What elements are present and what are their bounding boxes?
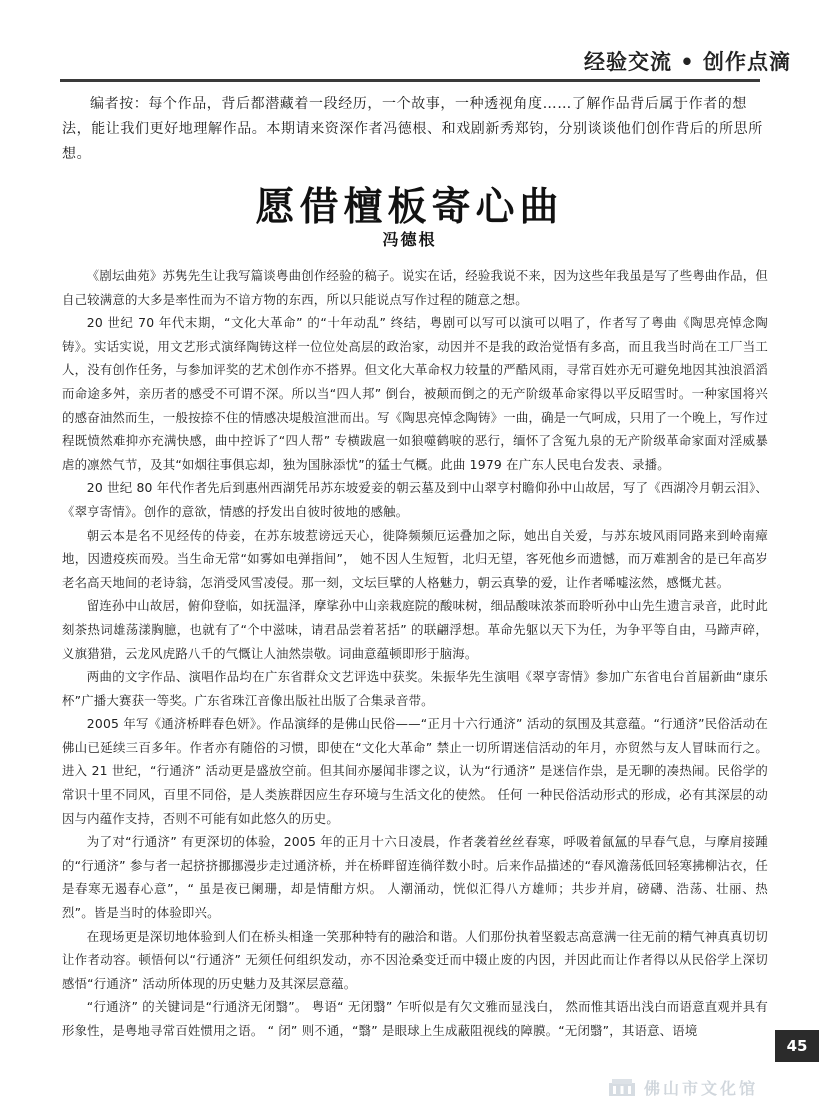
section-title: 经验交流 • 创作点滴 — [583, 50, 791, 74]
building-icon — [608, 1077, 636, 1097]
paragraph: 两曲的文字作品、演唱作品均在广东省群众文艺评选中获奖。朱振华先生演唱《翠亨寄情》参加广东省电台首届新曲“康乐杯”广播大赛获一等奖。广东省珠江音像出版社出版了合集录音带。 — [62, 669, 768, 708]
header-divider — [60, 79, 760, 82]
page-number: 45 — [775, 1030, 819, 1062]
article-author: 冯德根 — [382, 230, 437, 249]
paragraph: 在现场更是深切地体验到人们在桥头相逢一笑那种特有的融洽和谐。人们那份执着坚毅志高意满一往无前的精气神真真切切让作者动容。顿悟何以“行通济” 无须任何组织发动，亦不因沧桑变迁而中辍止废的内因，并因此而让作者得以从民俗学上深切感悟“行通济” 活动所体现的历史魅力及其深层意蕴。 — [62, 928, 768, 991]
article-body — [62, 264, 768, 1043]
paragraph: “行通济” 的关键词是“行通济无闭翳”。 粤语“ 无闭翳” 乍听似是有欠文雅而显浅白， 然而惟其语出浅白而语意直观并具有形象性，是粤地寻常百姓惯用之语。 “ 闭” 则不通，“翳” 是眼球上生成蔽阻视线的障膜。“无闭翳”，其语意、语境 — [62, 999, 768, 1038]
editor-note: 编者按：每个作品，背后都潜藏着一段经历，一个故事，一种透视角度……了解作品背后属于作者的想法，能让我们更好地理解作品。本期请来资深作者冯德根、和戏剧新秀郑钧，分别谈谈他们创作背后的所思所想。 — [62, 96, 763, 162]
page-header — [0, 0, 819, 84]
watermark-text: 佛山市文化馆 — [644, 1078, 759, 1098]
paragraph: 20 世纪 80 年代作者先后到惠州西湖凭吊苏东坡爱妾的朝云墓及到中山翠亨村瞻仰孙中山故居，写了《西湖冷月朝云泪》、《翠亨寄情》。创作的意欲，情感的抒发出自彼时彼地的感触。 — [62, 480, 768, 519]
paragraph: 朝云本是名不见经传的侍妾，在苏东坡惹谤远天心，徙降频频厄运叠加之际，她出自关爱，与苏东坡风雨同路来到岭南瘴地，因遗疫疾而殁。当生命无常“如雾如电弹指间”， 她不因人生短暂，北归无望，客死他乡而遗憾，而万难割舍的是已年高岁老名高天地间的老诗翁，怎消受风雪凌侵。那一刻，文坛巨擘的人格魅力，朝云真挚的爱，让作者唏嘘泫然，感慨尤甚。 — [62, 527, 768, 590]
paragraph: 20 世纪 70 年代末期，“文化大革命” 的“十年动乱” 终结，粤剧可以写可以演可以唱了，作者写了粤曲《陶思亮悼念陶铸》。实话实说，用文艺形式演绎陶铸这样一位位处高层的政治家，动因并不是我的政治觉悟有多高，而且我当时尚在工厂当工人，没有创作任务，与参加评奖的艺术创作亦不搭界。但文化大革命权力较量的严酷风雨，寻常百姓亦无可避免地因其浊浪滔滔而命途多舛，亲历者的感受不可谓不深。所以当“四人邦” 倒台，被颠而倒之的无产阶级革命家得以平反昭雪时。一种家国将兴的感奋油然而生，一般按捺不住的情感决堤般渲泄而出。写《陶思亮悼念陶铸》一曲，确是一气呵成，只用了一个晚上，写作过程既愤然难抑亦充满快感，曲中控诉了“四人帮” 专横跋扈一如狼噬鹤唳的恶行，缅怀了含冤九泉的无产阶级革命家面对淫威暴虐的凛然气节，及其“如烟往事俱忘却，独为国脉添忧”的猛士气概。此曲 1979 在广东人民电台发表、录播。 — [62, 315, 768, 472]
paragraph: 《剧坛曲苑》苏隽先生让我写篇谈粤曲创作经验的稿子。说实在话，经验我说不来，因为这些年我虽是写了些粤曲作品，但自己较满意的大多是率性而为不谙方物的东西，所以只能说点写作过程的随意之想。 — [62, 268, 768, 307]
paragraph: 2005 年写《通济桥畔春色妍》。作品演绎的是佛山民俗——“正月十六行通济” 活动的氛围及其意蕴。“行通济”民俗活动在佛山已延续三百多年。作者亦有随俗的习惯，即使在“文化大革命” 禁止一切所谓迷信活动的年月，亦贸然与友人冒昧而行之。进入 21 世纪，“行通济” 活动更是盛放空前。但其间亦屡闻非谬之议，认为“行通济” 是迷信作祟，是无聊的凑热闹。民俗学的常识十里不同风，百里不同俗，是人类族群因应生存环境与生活文化的使然。 任何 一种民俗活动形式的形成，必有其深层的动因与内蕴作支持，否则不可能有如此悠久的历史。 — [62, 716, 768, 826]
watermark — [608, 1076, 758, 1098]
paragraph: 为了对“行通济” 有更深切的体验，2005 年的正月十六日凌晨，作者袭着丝丝春寒，呼吸着氤氲的早春气息，与摩肩接踵的“行通济” 参与者一起挤挤挪挪漫步走过通济桥，并在桥畔留连徜徉数小时。后来作品描述的“春风澹荡低回轻寒拂柳沾衣，任是春寒无遏春心意”，“ 虽是夜已阑珊，却是情酣方炽。 人潮涌动，恍似汇得八方雄师；共步并肩，磅礴、浩荡、壮丽、热烈”。皆是当时的体验即兴。 — [62, 834, 768, 921]
article-title: 愿借檀板寄心曲 — [255, 185, 564, 230]
paragraph: 留连孙中山故居，俯仰登临，如抚温泽，摩挲孙中山亲栽庭院的酸味树，细品酸味浓茶而聆听孙中山先生遗言录音，此时此刻茶热词雄荡漾胸臆，也就有了“个中滋味，请君品尝着茗括” 的联翩浮想。革命先躯以天下为任，为争平等自由，马蹄声碎，义旗猎猎，云龙风虎路八千的气慨让人油然崇敬。词曲意蕴顿即形于脑海。 — [62, 598, 768, 661]
